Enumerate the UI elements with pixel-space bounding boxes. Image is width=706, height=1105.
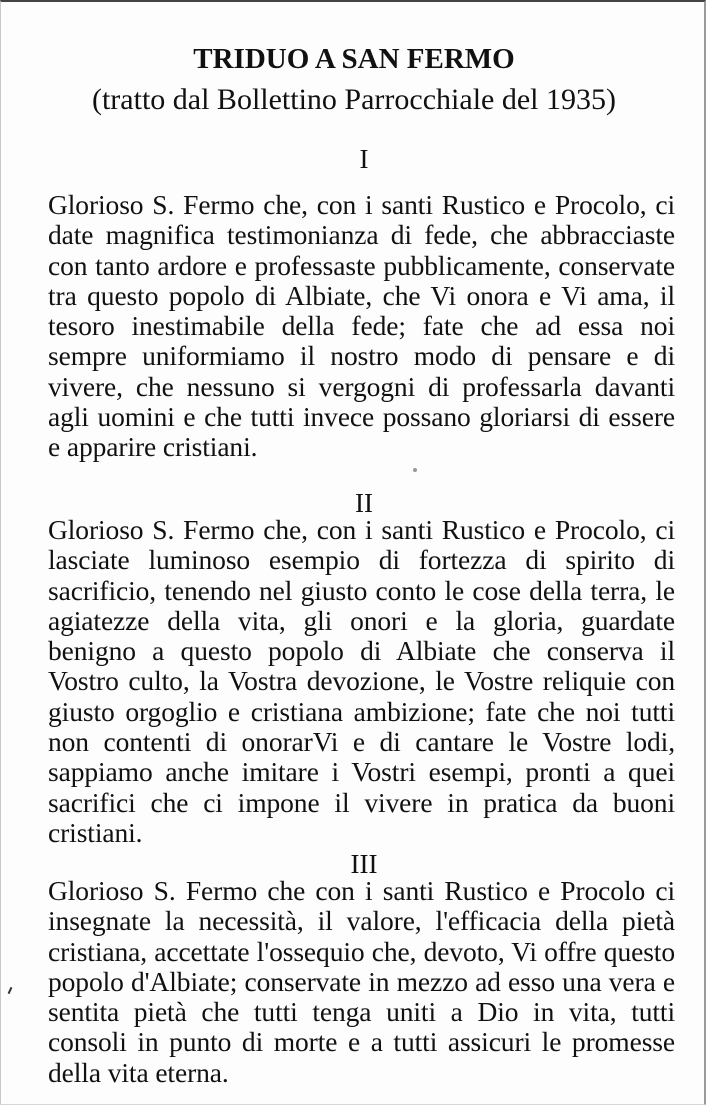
card-title: TRIDUO A SAN FERMO — [193, 43, 515, 75]
prayer-text-1: Glorioso S. Fermo che, con i santi Rustico e Procolo, ci date magnifica testimonianza di fede, che abbracciaste con tanto ardore e professaste pubblicamente, conservate tra questo popolo di Albiate, che Vi onora e Vi ama, il tesoro inestimabile della fede; fate che ad essa noi sempre uniformiamo il nostro modo di pensare e di vivere, che nessuno si vergogni di professarla davanti agli uomini e che tutti invece possano gloriarsi di essere e apparire cristiani. — [48, 189, 675, 463]
print-speck — [413, 468, 417, 472]
prayer-text-2: Glorioso S. Fermo che, con i santi Rustico e Procolo, ci lasciate luminoso esempio di fortezza di spirito di sacrificio, tenendo nel giusto conto le cose della terra, le agiatezze della vita, gli onori e la gloria, guardate benigno a questo popolo di Albiate che conserva il Vostro culto, la Vostra devozione, le Vostre reliquie con giusto orgoglio e cristiana ambizione; fate che noi tutti non contenti di onorarVi e di cantare le Vostre lodi, sappiamo anche imitare i Vostri esempi, pronti a quei sacrifici che ci impone il vivere in pratica da buoni cristiani. — [48, 514, 675, 848]
section-numeral-1: I — [359, 144, 369, 174]
section-numeral-2: II — [355, 488, 373, 518]
paper-mark — [8, 987, 13, 994]
card-subtitle: (tratto dal Bollettino Parrocchiale del 1935) — [91, 83, 616, 116]
prayer-text-3: Glorioso S. Fermo che con i santi Rustico e Procolo ci insegnate la necessità, il valore, l'efficacia della pietà cristiana, accettate l'ossequio che, devoto, Vi offre questo popolo d'Albiate; conservate in mezzo ad esso una vera e sentita pietà che tutti tenga uniti a Dio in vita, tutti consoli in punto di morte e a tutti assicuri le promesse della vita eterna. — [48, 875, 675, 1088]
section-numeral-3: III — [350, 849, 378, 879]
